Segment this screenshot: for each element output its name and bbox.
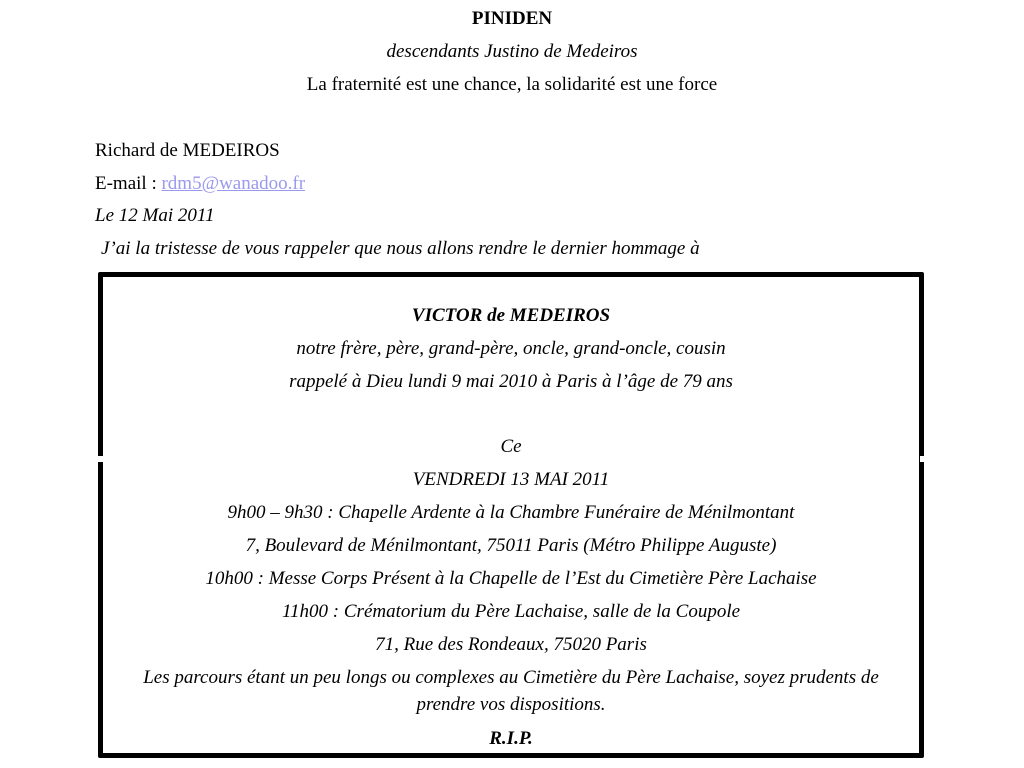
schedule-item: 10h00 : Messe Corps Présent à la Chapelle de l’Est du Cimetière Père Lachaise: [205, 568, 817, 589]
motto: La fraternité est une chance, la solidarité est une force: [306, 74, 718, 95]
schedule-item: 11h00 : Crématorium du Père Lachaise, salle de la Coupole: [281, 601, 741, 622]
ce-label: Ce: [500, 436, 522, 457]
passing-info: rappelé à Dieu lundi 9 mai 2010 à Paris à l’âge de 79 ans: [289, 371, 733, 392]
border-gap-right: [920, 456, 929, 462]
schedule-item: 7, Boulevard de Ménilmontant, 75011 Paris (Métro Philippe Auguste): [245, 535, 777, 556]
schedule-item: 71, Rue des Rondeaux, 75020 Paris: [375, 634, 647, 655]
border-gap-left: [95, 456, 104, 462]
email-link[interactable]: rdm5@wanadoo.fr: [161, 173, 306, 194]
deceased-name: VICTOR de MEDEIROS: [411, 305, 611, 326]
sender-name: Richard de MEDEIROS: [95, 140, 280, 161]
schedule-item: 9h00 – 9h30 : Chapelle Ardente à la Chambre Funéraire de Ménilmontant: [227, 502, 795, 523]
advice-text: Les parcours étant un peu longs ou complexes au Cimetière du Père Lachaise, soyez prudents de prendre vos dispositions.: [143, 667, 879, 715]
letter-date: Le 12 Mai 2011: [95, 205, 215, 226]
email-line: [95, 173, 305, 195]
closing-rip: R.I.P.: [489, 728, 533, 749]
funeral-notice-box: [98, 272, 924, 758]
subtitle: descendants Justino de Medeiros: [386, 41, 638, 62]
email-label: E-mail :: [95, 173, 162, 194]
org-name: PINIDEN: [471, 8, 553, 29]
relations: notre frère, père, grand-père, oncle, grand-oncle, cousin: [296, 338, 726, 359]
ceremony-day: VENDREDI 13 MAI 2011: [412, 469, 610, 490]
intro-text: J’ai la tristesse de vous rappeler que nous allons rendre le dernier hommage à: [101, 238, 700, 259]
